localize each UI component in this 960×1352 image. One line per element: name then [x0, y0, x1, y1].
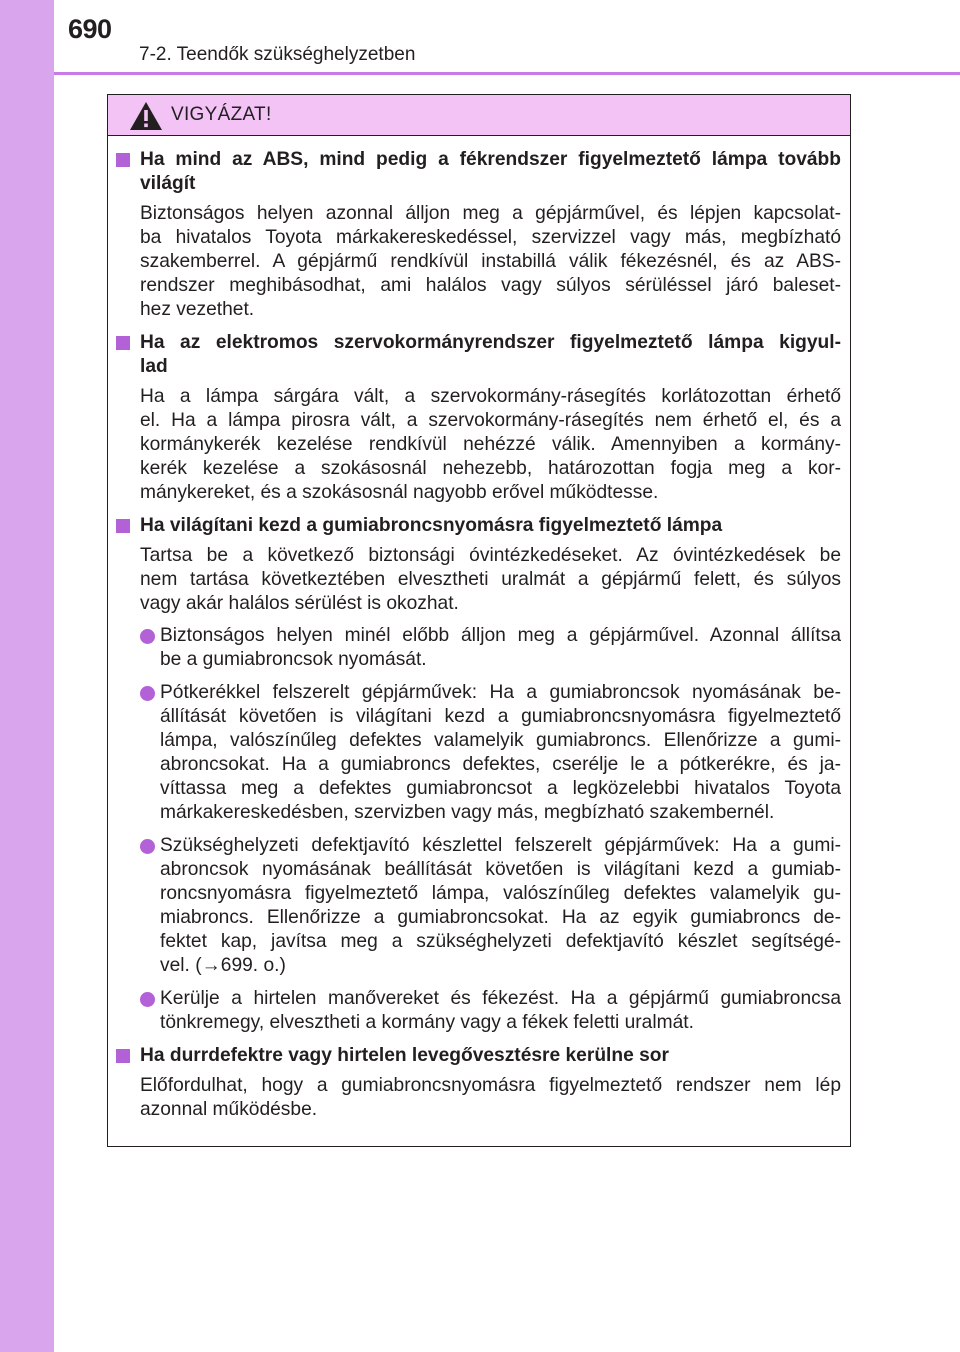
- caution-item-heading: [128, 514, 841, 538]
- text-line: világít: [140, 173, 196, 194]
- text-line: Ha mind az ABS, mind pedig a fékrendszer figyelmeztető lámpa tovább: [140, 149, 841, 170]
- text-line: vagy akár halálos sérülést is okozhat.: [140, 593, 459, 614]
- text-line: Előfordulhat, hogy a gumiabroncsnyomásra figyelmeztető rendszer nem lép: [140, 1075, 841, 1096]
- text-line: el. Ha a lámpa pirosra vált, a szervokormány-rásegítés nem érhető el, és a: [140, 410, 841, 431]
- bullet-list-item: [128, 624, 841, 672]
- caution-item-text: [128, 544, 841, 616]
- warning-triangle-icon: [129, 101, 163, 131]
- text-line: be a gumiabroncsok nyomását.: [160, 649, 427, 670]
- text-line: fektet kap, javítsa meg a szükséghelyzeti defektjavító készlet segítségé-: [160, 931, 841, 952]
- square-bullet-icon: [116, 336, 130, 350]
- text-line: Kerülje a hirtelen manővereket és fékezést. Ha a gépjármű gumiabroncsa: [160, 988, 841, 1009]
- text-line: Pótkerékkel felszerelt gépjárművek: Ha a gumiabroncsok nyomásának be-: [160, 682, 841, 703]
- text-line: Ha durrdefektre vagy hirtelen levegővesztésre kerülne sor: [140, 1045, 669, 1066]
- text-line: mánykereket, és a szokásosnál nagyobb erővel működtesse.: [140, 482, 659, 503]
- text-line: Ha világítani kezd a gumiabroncsnyomásra figyelmeztető lámpa: [140, 515, 723, 536]
- text-line: hez vezethet.: [140, 299, 255, 320]
- text-line: tönkremegy, elvesztheti a kormány vagy a fékek feletti uralmát.: [160, 1012, 694, 1033]
- text-line: abroncsok nyomásának beállítását követően is világítani kezd a gumiab-: [160, 859, 841, 880]
- section-title: 7-2. Teendők szükséghelyzetben: [139, 44, 416, 65]
- caution-item-text: [128, 1074, 841, 1122]
- text-line: azonnal működésbe.: [140, 1099, 318, 1120]
- text-line: ba hivatalos Toyota márkakereskedéssel, szervizzel vagy más, megbízható: [140, 227, 841, 248]
- bullet-list-item: [128, 681, 841, 825]
- text-line: kormánykerék kezelése rendkívül nehézzé válik. Amennyiben a kormány-: [140, 434, 841, 455]
- caution-item-text: [128, 202, 841, 322]
- caution-title: VIGYÁZAT!: [171, 104, 272, 125]
- text-line: Ha a lámpa sárgára vált, a szervokormány-rásegítés korlátozottan érhető: [140, 386, 841, 407]
- text-line: miabroncs. Ellenőrizze a gumiabroncsokat. Ha az egyik gumiabroncs de-: [160, 907, 841, 928]
- round-bullet-icon: [140, 839, 155, 854]
- caution-item-heading: [128, 1044, 841, 1068]
- text-line: lad: [140, 356, 168, 377]
- text-line: szakemberrel. A gépjármű rendkívül instabillá válik fékezésnél, és az ABS-: [140, 251, 841, 272]
- caution-body: [108, 136, 850, 1122]
- caution-item: [128, 514, 841, 1035]
- text-line: vel. (→699. o.): [160, 955, 286, 976]
- text-line: nem tartása következtében elvesztheti uralmát a gépjármű felett, és súlyos: [140, 569, 841, 590]
- text-line: Szükséghelyzeti defektjavító készlettel felszerelt gépjárművek: Ha a gumi-: [160, 835, 841, 856]
- square-bullet-icon: [116, 519, 130, 533]
- bullet-list: [128, 624, 841, 1035]
- caution-item-heading: [128, 331, 841, 379]
- left-margin-strip: [0, 0, 54, 1352]
- text-line: víttassa meg a defektes gumiabroncsot a legközelebbi hivatalos Toyota: [160, 778, 841, 799]
- round-bullet-icon: [140, 629, 155, 644]
- text-line: Ha az elektromos szervokormányrendszer figyelmeztető lámpa kigyul-: [140, 332, 841, 353]
- text-line: rendszer meghibásodhat, ami halálos vagy súlyos sérüléssel járó baleset-: [140, 275, 841, 296]
- text-line: abroncsokat. Ha a gumiabroncs defektes, cserélje le a pótkerékre, és ja-: [160, 754, 841, 775]
- text-line: Biztonságos helyen azonnal álljon meg a gépjárművel, és lépjen kapcsolat-: [140, 203, 841, 224]
- round-bullet-icon: [140, 992, 155, 1007]
- caution-item: [128, 148, 841, 322]
- text-line: kerék kezelése a szokásosnál nehezebb, határozottan fogja meg a kor-: [140, 458, 841, 479]
- text-line: Biztonságos helyen minél előbb álljon meg a gépjárművel. Azonnal állítsa: [160, 625, 841, 646]
- caution-item-text: [128, 385, 841, 505]
- text-line: Tartsa be a következő biztonsági óvintézkedéseket. Az óvintézkedések be: [140, 545, 841, 566]
- caution-box: [107, 94, 851, 1147]
- square-bullet-icon: [116, 1049, 130, 1063]
- caution-item: [128, 331, 841, 505]
- bullet-list-item: [128, 987, 841, 1035]
- text-line: roncsnyomásra figyelmeztető lámpa, valószínűleg defektes valamelyik gu-: [160, 883, 841, 904]
- text-line: márkakereskedésben, szervizben vagy más, megbízható szakembernél.: [160, 802, 775, 823]
- square-bullet-icon: [116, 153, 130, 167]
- header-rule: [54, 72, 960, 75]
- round-bullet-icon: [140, 686, 155, 701]
- caution-item: [128, 1044, 841, 1122]
- page-number: 690: [68, 14, 112, 44]
- text-line: állítását követően is világítani kezd a gumiabroncsnyomásra figyelmeztető: [160, 706, 841, 727]
- caution-header: [108, 95, 850, 136]
- bullet-list-item: [128, 834, 841, 978]
- text-line: lámpa, valószínűleg defektes valamelyik gumiabroncs. Ellenőrizze a gumi-: [160, 730, 841, 751]
- caution-item-heading: [128, 148, 841, 196]
